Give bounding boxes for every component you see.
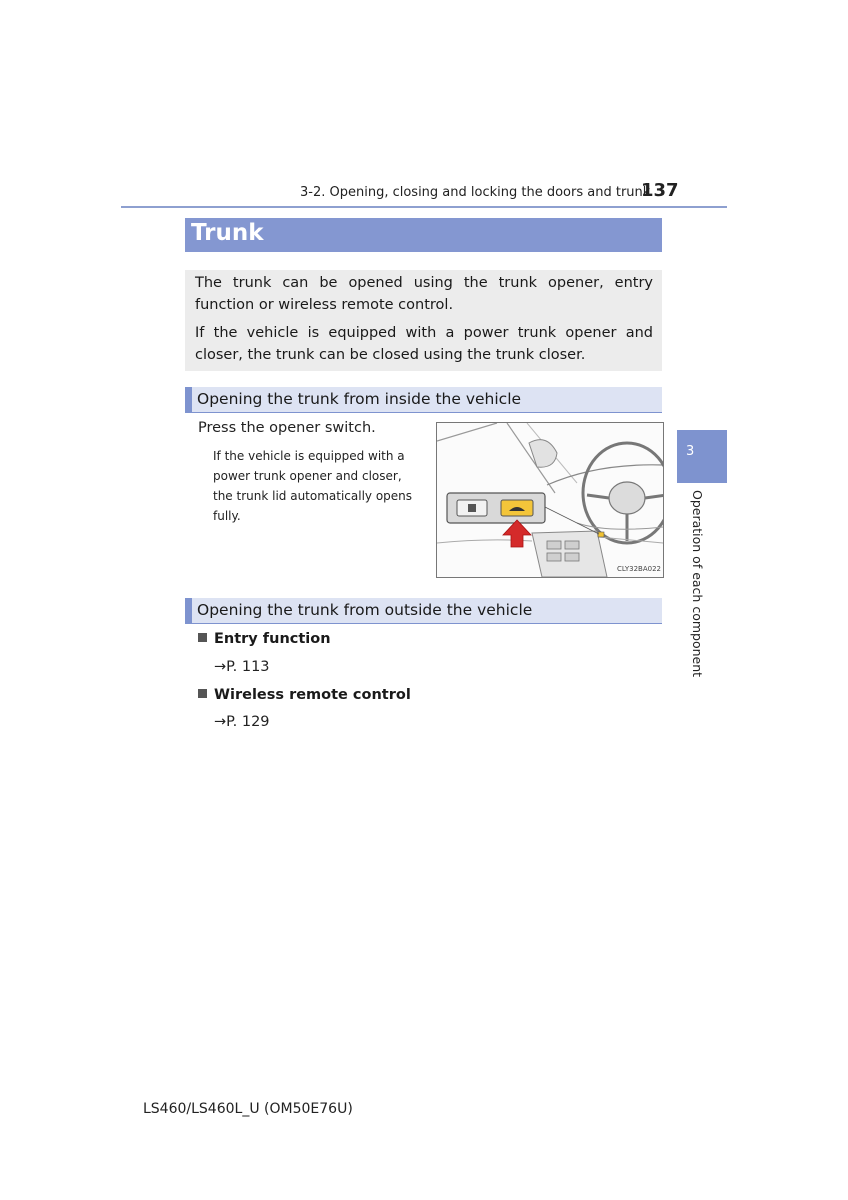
page-title: Trunk xyxy=(191,220,264,246)
page-title-bar xyxy=(185,218,662,252)
list-item-label: Wireless remote control xyxy=(214,687,411,703)
dashboard-illustration xyxy=(437,423,663,577)
page-number: 137 xyxy=(641,180,679,201)
list-item-wireless-remote xyxy=(198,687,411,703)
intro-paragraph: If the vehicle is equipped with a power trunk opener and closer, the trunk can be closed using the trunk closer. xyxy=(195,325,653,363)
chapter-number: 3 xyxy=(686,444,695,459)
section-heading-text: Opening the trunk from outside the vehicle xyxy=(197,601,533,619)
section-heading-inside xyxy=(185,387,662,413)
intro-box xyxy=(185,270,662,371)
square-bullet-icon xyxy=(198,689,207,698)
section-heading-outside xyxy=(185,598,662,624)
instruction-text: Press the opener switch. xyxy=(198,420,376,436)
figure-code: CLY32BA022 xyxy=(617,565,661,573)
trunk-opener-illustration xyxy=(436,422,664,578)
page-reference: →P. 113 xyxy=(214,659,270,675)
square-bullet-icon xyxy=(198,633,207,642)
list-item-entry-function xyxy=(198,631,331,647)
footer-model-code: LS460/LS460L_U (OM50E76U) xyxy=(143,1101,353,1117)
section-heading-text: Opening the trunk from inside the vehicle xyxy=(197,390,522,408)
running-header: 3-2. Opening, closing and locking the doors and trunk xyxy=(300,185,651,200)
note-text: If the vehicle is equipped with a power trunk opener and closer, the trunk lid automatically opens fully. xyxy=(213,449,413,523)
intro-paragraph: The trunk can be opened using the trunk opener, entry function or wireless remote control. xyxy=(195,275,653,313)
page-reference: →P. 129 xyxy=(214,714,270,730)
list-item-label: Entry function xyxy=(214,631,331,647)
chapter-label: Operation of each component xyxy=(690,490,705,678)
header-divider xyxy=(121,206,727,208)
chapter-tab xyxy=(677,430,727,483)
